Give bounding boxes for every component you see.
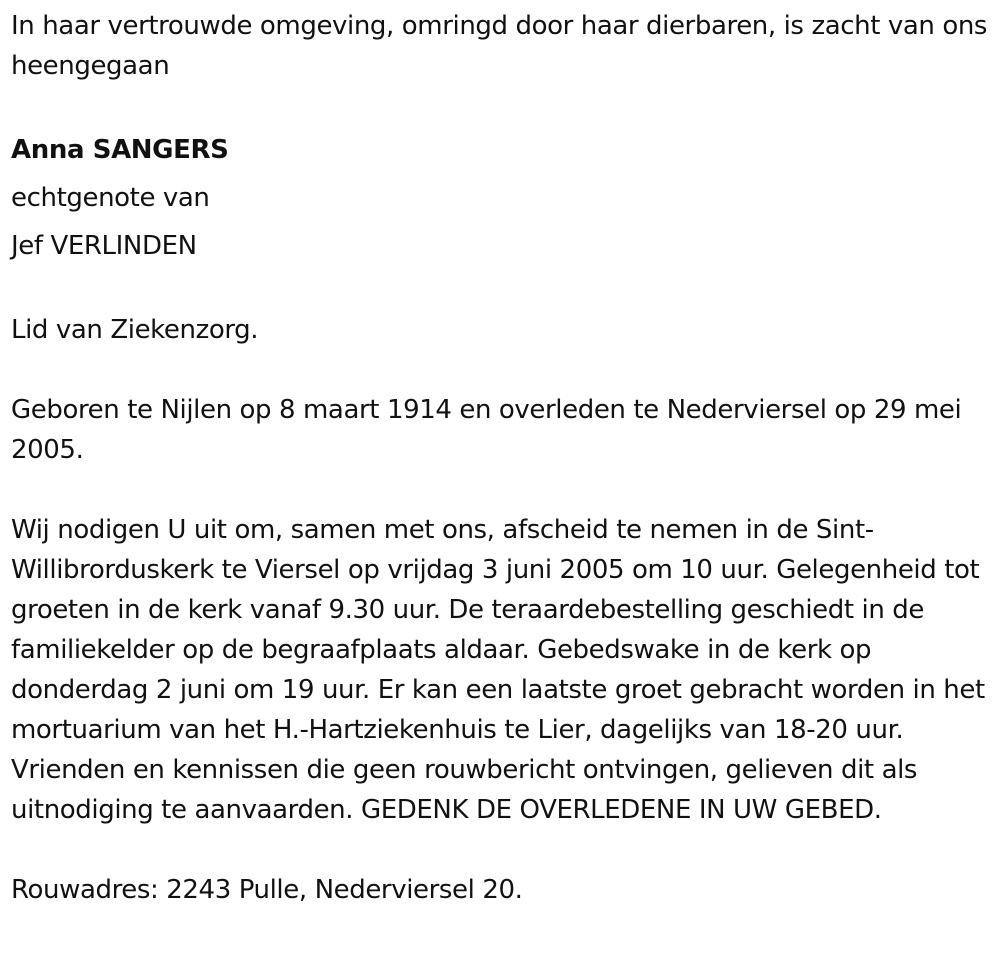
death-notice <box>11 6 996 910</box>
membership-text: Lid van Ziekenzorg. <box>11 315 259 345</box>
mourning-address: Rouwadres: 2243 Pulle, Nederviersel 20. <box>11 875 523 905</box>
relation-text: echtgenote van <box>11 183 210 213</box>
deceased-name: Anna SANGERS <box>11 135 229 165</box>
invitation-text: Wij nodigen U uit om, samen met ons, afscheid te nemen in de Sint-Willibrorduskerk te Viersel op vrijdag 3 juni 2005 om 10 uur. Gelegenheid tot groeten in de kerk vanaf 9.30 uur. De teraardebestelling geschiedt in de familiekelder op de begraafplaats aldaar. Gebedswake in de kerk op donderdag 2 juni om 19 uur. Er kan een laatste groet gebracht worden in het mortuarium van het H.-Hartziekenhuis te Lier, dagelijks van 18-20 uur. Vrienden en kennissen die geen rouwbericht ontvingen, gelieven dit als uitnodiging te aanvaarden. GEDENK DE OVERLEDENE IN UW GEBED. <box>11 515 985 825</box>
intro-text: In haar vertrouwde omgeving, omringd door haar dierbaren, is zacht van ons heengegaan <box>11 11 988 81</box>
birth-death-text: Geboren te Nijlen op 8 maart 1914 en overleden te Nederviersel op 29 mei 2005. <box>11 395 962 465</box>
spouse-name: Jef VERLINDEN <box>11 231 197 261</box>
